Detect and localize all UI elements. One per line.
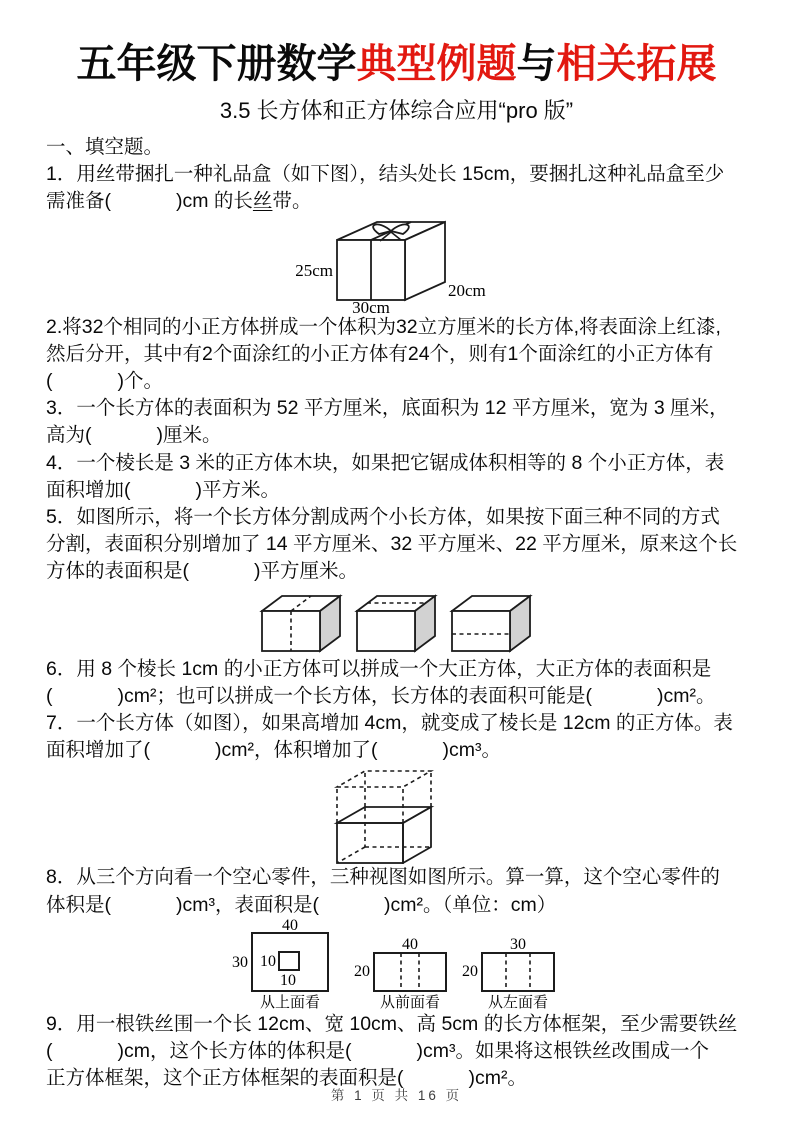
question-9-line-3: 正方体框架，这个正方体框架的表面积是( )cm²。 xyxy=(46,1067,527,1090)
cut-boxes-drawing xyxy=(252,586,542,656)
question-8-line-1: 8．从三个方向看一个空心零件，三种视图如图所示。算一算，这个空心零件的 xyxy=(46,866,720,889)
title-part-black-2: 与 xyxy=(516,42,557,86)
subtitle: 3.5 长方体和正方体综合应用“pro 版” xyxy=(219,98,574,123)
page-footer: 第 1 页 共 16 页 xyxy=(330,1088,463,1103)
title-part-red-2: 相关拓展 xyxy=(556,42,717,86)
box-extension-figure xyxy=(46,764,747,864)
question-9-line-2: ( )cm，这个长方体的体积是( )cm³。如果将这根铁丝改围成一个 xyxy=(46,1040,709,1063)
front-view-caption: 从前面看 xyxy=(379,993,441,1011)
question-2-line-2: 然后分开，其中有2个面涂红的小正方体有24个，则有1个面涂红的小正方体有 xyxy=(46,342,714,365)
solid-box xyxy=(337,807,431,863)
three-views-drawing xyxy=(224,919,569,1011)
question-9-line-1: 9．用一根铁丝围一个长 12cm、宽 10cm、高 5cm 的长方体框架，至少需要铁丝 xyxy=(46,1012,738,1035)
question-5-line-1: 5．如图所示，将一个长方体分割成两个小长方体，如果按下面三种不同的方式 xyxy=(46,506,720,529)
cut-box-top-cut xyxy=(357,596,435,651)
question-7-line-2: 面积增加了( )cm²，体积增加了( )cm³。 xyxy=(46,739,501,762)
question-1-line-2 xyxy=(46,188,747,215)
gift-box-length-label: 30cm xyxy=(351,297,390,314)
cut-box-horizontal-cut xyxy=(452,596,530,651)
gift-box-figure xyxy=(46,216,747,314)
front-view xyxy=(354,936,446,1011)
front-view-width-label: 40 xyxy=(402,935,418,953)
question-4-line-1: 4．一个棱长是 3 米的正方体木块，如果把它锯成体积相等的 8 个小正方体，表 xyxy=(46,451,725,474)
question-6-line-2: ( )cm²；也可以拼成一个长方体，长方体的表面积可能是( )cm²。 xyxy=(46,684,716,707)
left-view-caption: 从左面看 xyxy=(487,993,549,1011)
question-1-line-1: 1．用丝带捆扎一种礼品盒（如下图），结头处长 15cm，要捆扎这种礼品盒至少 xyxy=(46,163,725,186)
top-view-hole-width-label: 10 xyxy=(260,952,276,970)
question-6-line-1: 6．用 8 个棱长 1cm 的小正方体可以拼成一个大正方体，大正方体的表面积是 xyxy=(46,657,712,680)
title-part-black-1: 五年级下册数学 xyxy=(76,42,357,86)
gift-box-drawing xyxy=(267,216,527,314)
question-3-line-2: 高为( )厘米。 xyxy=(46,424,222,447)
top-view-width-label: 40 xyxy=(282,918,298,934)
box-extension-drawing xyxy=(307,764,487,864)
question-2-line-3: ( )个。 xyxy=(46,370,164,393)
question-1-line-2-pre: 需准备( )cm 的长 xyxy=(46,190,253,213)
question-2-line-1: 2.将32个相同的小正方体拼成一个体积为32立方厘米的长方体,将表面涂上红漆, xyxy=(46,315,721,338)
question-8-line-2: 体积是( )cm³，表面积是( )cm²。（单位：cm） xyxy=(46,893,557,916)
page-title xyxy=(46,40,747,88)
gift-box-depth-label: 20cm xyxy=(447,280,486,300)
question-1-underlined-text: 丝 xyxy=(252,190,273,213)
left-view-width-label: 30 xyxy=(510,935,526,953)
front-view-height-label: 20 xyxy=(354,962,370,980)
three-views-figure xyxy=(46,919,747,1011)
question-7-line-1: 7．一个长方体（如图），如果高增加 4cm，就变成了棱长是 12cm 的正方体。表 xyxy=(46,712,733,735)
left-view-height-label: 20 xyxy=(462,962,478,980)
left-view xyxy=(462,936,554,1011)
question-3-line-1: 3．一个长方体的表面积为 52 平方厘米，底面积为 12 平方厘米，宽为 3 厘米， xyxy=(46,397,729,420)
top-view-caption: 从上面看 xyxy=(259,993,321,1011)
top-view-height-label: 30 xyxy=(232,953,248,971)
top-view-hole xyxy=(279,952,299,970)
question-list xyxy=(46,134,747,1092)
question-1-line-2-post: 带。 xyxy=(272,190,312,213)
title-part-red-1: 典型例题 xyxy=(356,42,517,86)
top-view-hole-height-label: 10 xyxy=(280,971,296,989)
top-view xyxy=(232,919,328,1011)
question-4-line-2: 面积增加( )平方米。 xyxy=(46,478,281,501)
cut-boxes-figure xyxy=(46,586,747,656)
question-5-line-2: 分割，表面积分别增加了 14 平方厘米、32 平方厘米、22 平方厘米，原来这个长 xyxy=(46,533,738,556)
gift-box-height-label: 25cm xyxy=(294,260,333,280)
section-heading: 一、填空题。 xyxy=(46,136,164,158)
question-5-line-3: 方体的表面积是( )平方厘米。 xyxy=(46,560,359,583)
cut-box-vertical-cut xyxy=(262,596,340,651)
